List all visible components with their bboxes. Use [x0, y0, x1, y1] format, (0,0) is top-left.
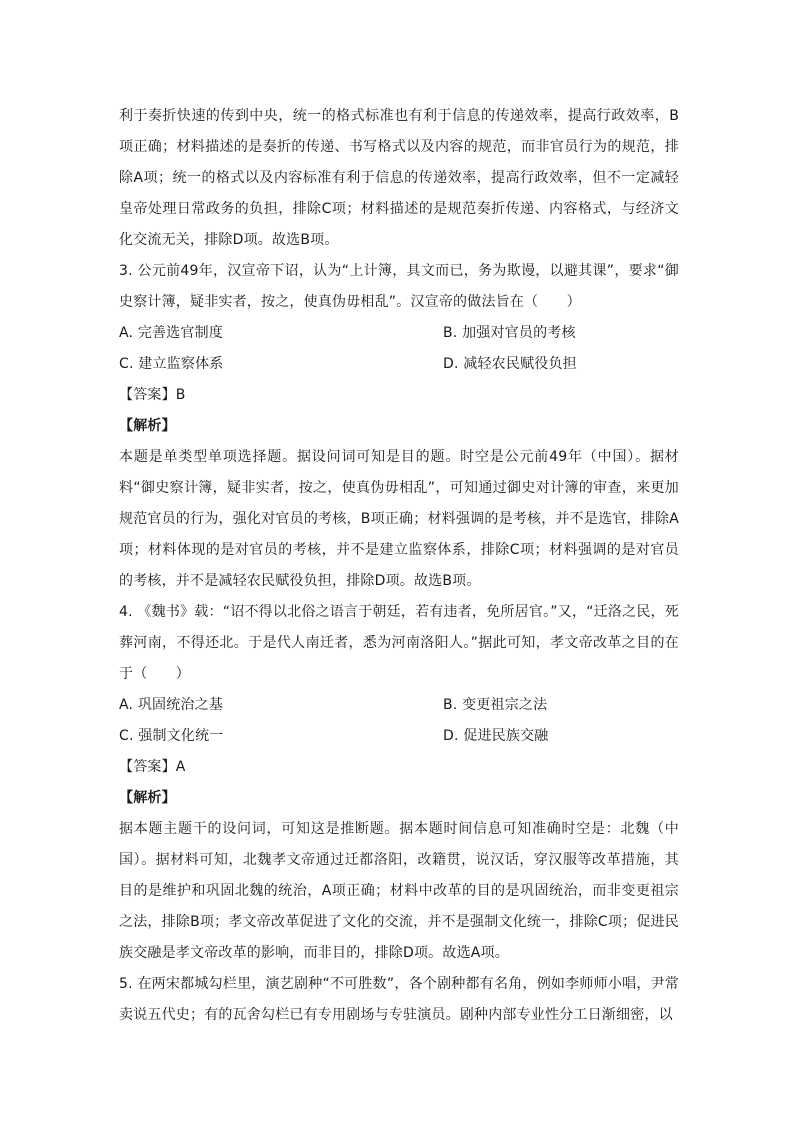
q4-analysis: 据本题主题干的设问词，可知这是推断题。据本题时间信息可知准确时空是：北魏（中国）。据材料可知，北魏孝文帝通过迁都洛阳，改籍贯，说汉话，穿汉服等改革措施，其目的是维护和巩固北魏的统治，A项正确；材料中改革的目的是巩固统治，而非变更祖宗之法，排除B项；孝文帝改革促进了文化的交流，并不是强制文化统一，排除C项；促进民族交融是孝文帝改革的影响，而非目的，排除D项。故选A项。 [119, 821, 679, 961]
q3-analysis: 本题是单类型单项选择题。据设问词可知是目的题。时空是公元前49年（中国）。据材料“御史察计簿，疑非实者，按之，使真伪毋相乱”，可知通过御史对计簿的审查，来更加规范官员的行为，强化对官员的考核，B项正确；材料强调的是考核，并不是选官，排除A项；材料体现的是对官员的考核，并不是建立监察体系，排除C项；材料强调的是对官员的考核，并不是减轻农民赋役负担，排除D项。故选B项。 [119, 449, 679, 589]
q2-explanation-continued: 利于奏折快速的传到中央，统一的格式标准也有利于信息的传递效率，提高行政效率，B项正确；材料描述的是奏折的传递、书写格式以及内容的规范，而非官员行为的规范，排除A项；统一的格式以及内容标准有利于信息的传递效率，提高行政效率，但不一定减轻皇帝处理日常政务的负担，排除C项；材料描述的是规范奏折传递、内容格式，与经济文化交流无关，排除D项。故选B项。 [119, 108, 679, 248]
q3-stem: 3. 公元前49年，汉宣帝下诏，认为“上计簿，具文而已，务为欺谩，以避其课”，要求“御史察计簿，疑非实者，按之，使真伪毋相乱”。汉宣帝的做法旨在（ ） [119, 263, 679, 310]
q4-options [119, 690, 679, 752]
question-5 [119, 969, 679, 1031]
q3-option-b: B. 加强对官员的考核 [443, 325, 576, 341]
q4-analysis-label: 【解析】 [119, 790, 176, 806]
q3-options [119, 318, 679, 380]
q3-analysis-label: 【解析】 [119, 418, 176, 434]
page-content [119, 101, 679, 1031]
question-3 [119, 256, 679, 597]
q4-option-c: C. 强制文化统一 [119, 728, 224, 744]
q4-option-a: A. 巩固统治之基 [119, 697, 224, 713]
q5-stem: 5. 在两宋都城勾栏里，演艺剧种“不可胜数”，各个剧种都有名角，例如李师师小唱，尹常卖说五代史；有的瓦舍勾栏已有专用剧场与专驻演员。剧种内部专业性分工日渐细密，以 [119, 976, 679, 1023]
q3-option-a: A. 完善选官制度 [119, 325, 224, 341]
q3-answer: 【答案】B [119, 387, 186, 403]
q3-option-c: C. 建立监察体系 [119, 356, 224, 372]
q4-stem: 4. 《魏书》载：“诏不得以北俗之语言于朝廷，若有违者，免所居官。”又，“迁洛之民，死葬河南，不得还北。于是代人南迁者，悉为河南洛阳人。”据此可知，孝文帝改革之目的在于（ ） [119, 604, 679, 682]
q4-answer: 【答案】A [119, 759, 186, 775]
q3-option-d: D. 减轻农民赋役负担 [443, 356, 577, 372]
question-4 [119, 597, 679, 969]
q4-option-d: D. 促进民族交融 [443, 728, 549, 744]
q4-option-b: B. 变更祖宗之法 [443, 697, 548, 713]
